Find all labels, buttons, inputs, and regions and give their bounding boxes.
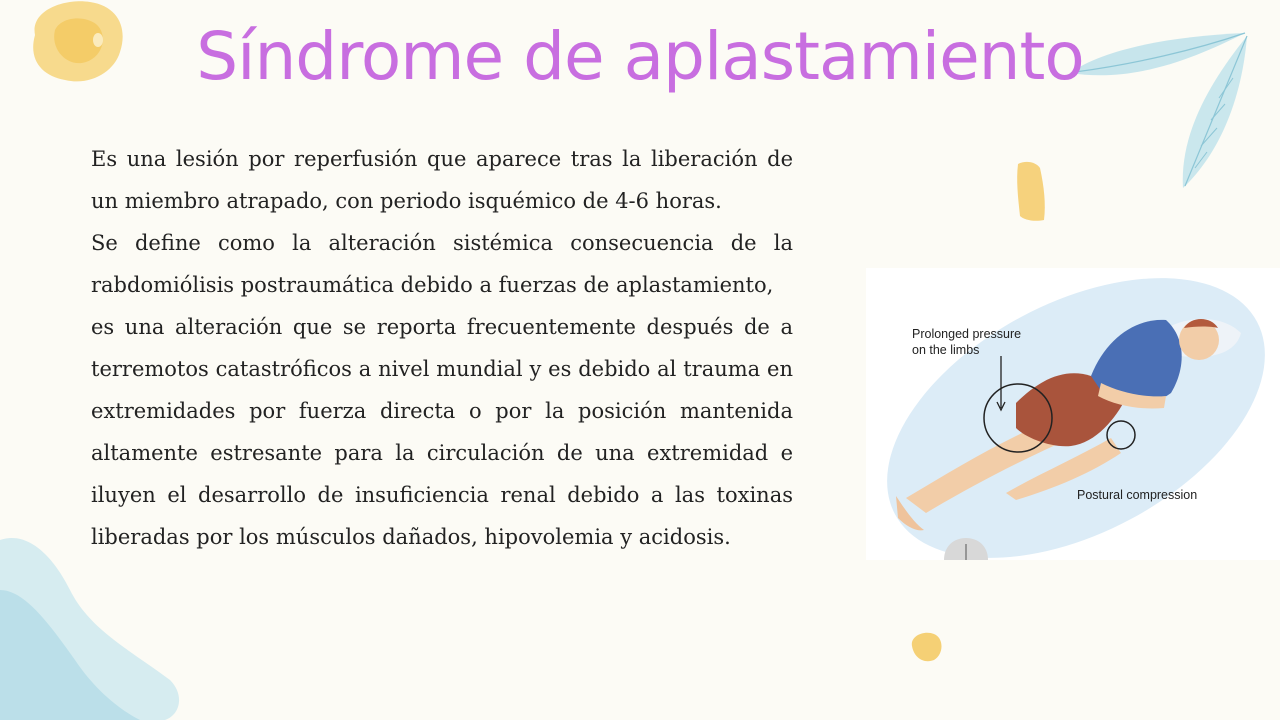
blue-watercolor-wash [0, 530, 200, 720]
yellow-brush-stroke [1010, 158, 1050, 224]
label-prolonged-pressure [912, 326, 1021, 358]
body-text [91, 138, 793, 558]
label-postural-compression: Postural compression [1077, 488, 1198, 502]
crush-syndrome-illustration [866, 268, 1280, 560]
illustration-drawing [866, 268, 1280, 560]
slide-title: Síndrome de aplastamiento [196, 18, 1084, 95]
paragraph-3: es una alteración que se reporta frecuentemente después de a terremotos catastróficos a nivel mundial y es debido al trauma en extremidades por fuerza directa o por la posición mantenida altamente estresante para la circulación de una extremidad e iluyen el desarrollo de insuficiencia renal debido a las toxinas liberadas por los músculos dañados, hipovolemia y acidosis. [91, 315, 793, 549]
yellow-dot [906, 630, 946, 664]
paragraph-2: Se define como la alteración sistémica consecuencia de la rabdomiólisis postraumática debido a fuerzas de aplastamiento, [91, 231, 793, 297]
label-pressure-line1: Prolonged pressure [912, 327, 1022, 341]
paragraph-1: Es una lesión por reperfusión que aparece tras la liberación de un miembro atrapado, con periodo isquémico de 4-6 horas. [91, 147, 793, 213]
label-pressure-line2: on the limbs [912, 343, 980, 357]
